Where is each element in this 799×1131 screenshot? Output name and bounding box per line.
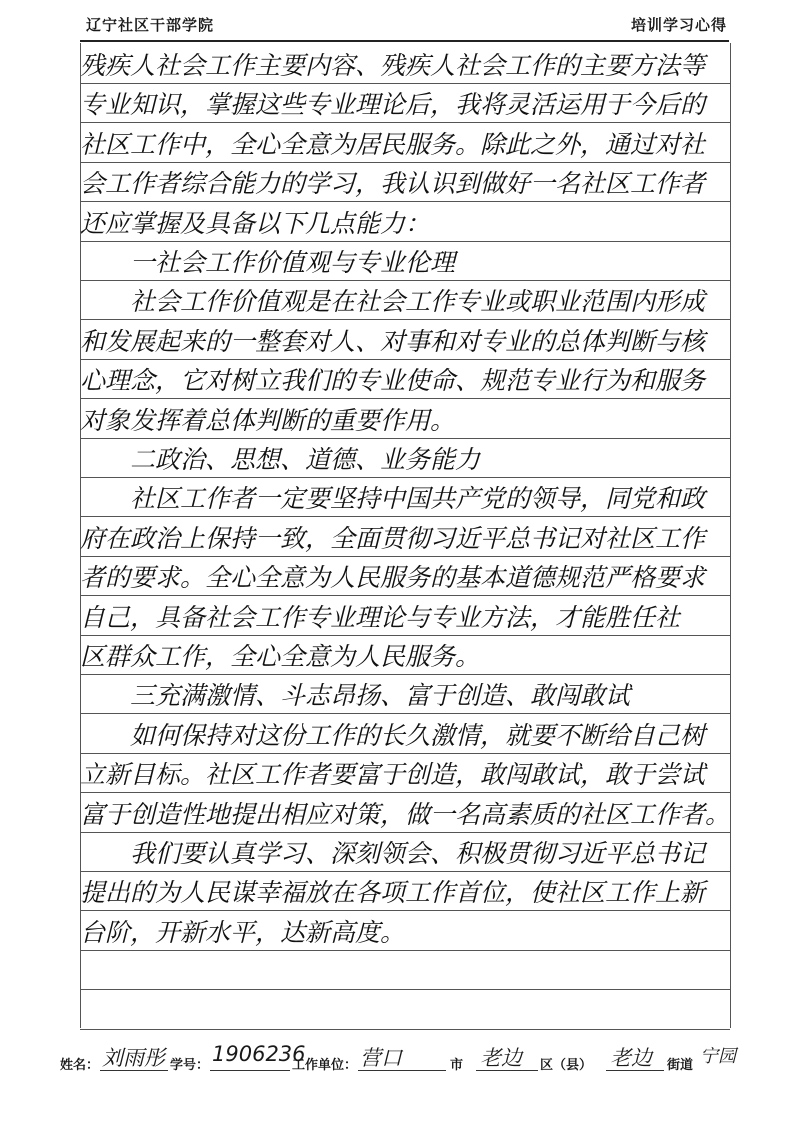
street-label: 街道: [667, 1058, 694, 1073]
handwritten-line: 还应掌握及具备以下几点能力：: [80, 201, 730, 242]
handwritten-line: 社区工作中，全心全意为居民服务。除此之外，通过对社: [80, 122, 730, 163]
handwritten-line: [80, 949, 730, 990]
handwritten-line: 如何保持对这份工作的长久激情，就要不断给自己树: [80, 713, 730, 754]
handwritten-line: 会工作者综合能力的学习，我认识到做好一名社区工作者: [80, 161, 730, 202]
district-value: 老边: [480, 1046, 522, 1070]
handwritten-line: 者的要求。全心全意为人民服务的基本道德规范严格要求: [80, 555, 730, 596]
handwritten-line: 对象发挥着总体判断的重要作用。: [80, 398, 730, 439]
id-underline: [210, 1070, 290, 1071]
district-label: 区（县）: [540, 1058, 593, 1073]
handwritten-line: 区群众工作，全心全意为人民服务。: [80, 634, 730, 675]
footer-form: [60, 1040, 740, 1080]
document-title-header: 培训学习心得: [630, 16, 727, 34]
handwritten-line: 台阶，开新水平，达新高度。: [80, 910, 730, 951]
street-value: 老边: [610, 1046, 652, 1070]
handwritten-line: 三充满激情、斗志昂扬、富于创造、敢闯敢试: [80, 673, 730, 714]
handwritten-line: 我们要认真学习、深刻领会、积极贯彻习近平总书记: [80, 831, 730, 872]
street-underline: [606, 1070, 664, 1071]
handwritten-line: 一社会工作价值观与专业伦理: [80, 240, 730, 281]
handwritten-line: 社区工作者一定要坚持中国共产党的领导，同党和政: [80, 476, 730, 517]
handwritten-line: 社会工作价值观是在社会工作专业或职业范围内形成: [80, 279, 730, 320]
handwritten-line: 立新目标。社区工作者要富于创造，敢闯敢试，敢于尝试: [80, 752, 730, 793]
handwritten-line: [80, 989, 730, 1030]
id-label: 学号：: [170, 1058, 210, 1073]
header-rule: [80, 40, 729, 42]
handwritten-line: 自己，具备社会工作专业理论与专业方法，才能胜任社: [80, 595, 730, 636]
id-value: 1906236: [212, 1042, 306, 1066]
handwritten-line: 富于创造性地提出相应对策，做一名高素质的社区工作者。: [80, 792, 730, 833]
handwritten-line: 专业知识，掌握这些专业理论后，我将灵活运用于今后的: [80, 82, 730, 123]
community-value: 宁园: [700, 1046, 736, 1067]
city-label: 市: [450, 1058, 464, 1073]
city-underline: [358, 1070, 446, 1071]
city-value: 营口: [360, 1046, 402, 1070]
handwritten-line: 心理念，它对树立我们的专业使命、规范专业行为和服务: [80, 358, 730, 399]
institution-header: 辽宁社区干部学院: [86, 16, 215, 34]
name-label: 姓名：: [60, 1058, 100, 1073]
right-margin-rule: [730, 43, 731, 1028]
handwritten-line: 和发展起来的一整套对人、对事和对专业的总体判断与核: [80, 319, 730, 360]
handwritten-line: 提出的为人民谋幸福放在各项工作首位，使社区工作上新: [80, 870, 730, 911]
handwritten-body: [80, 43, 730, 1028]
handwritten-line: 二政治、思想、道德、业务能力: [80, 437, 730, 478]
handwritten-line: 残疾人社会工作主要内容、残疾人社会工作的主要方法等: [80, 43, 730, 84]
handwritten-line: 府在政治上保持一致，全面贯彻习近平总书记对社区工作: [80, 516, 730, 557]
name-value: 刘雨彤: [102, 1046, 165, 1070]
name-underline: [100, 1070, 168, 1071]
district-underline: [476, 1070, 538, 1071]
unit-label: 工作单位：: [292, 1058, 358, 1073]
